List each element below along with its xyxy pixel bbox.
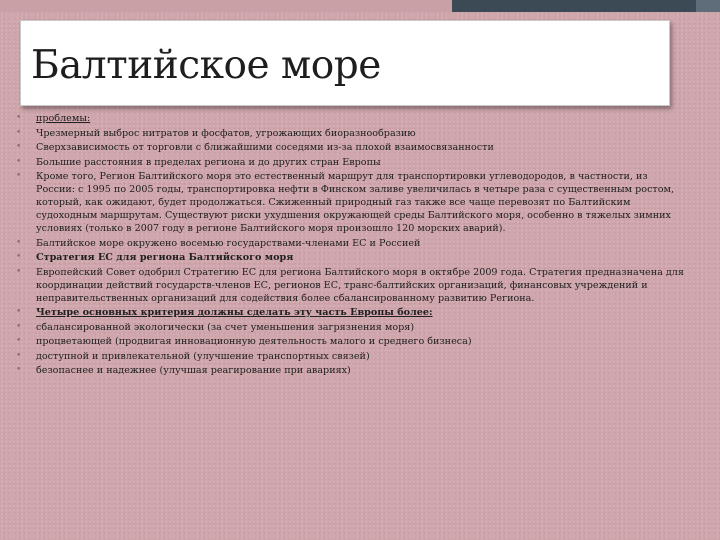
list-item-text: Стратегия ЕС для региона Балтийского моря [36, 252, 294, 263]
list-item-text: сбалансированной экологически (за счет уменьшения загрязнения моря) [36, 321, 415, 333]
list-item [16, 112, 688, 125]
list-item-text: Четыре основных критерия должны сделать эту часть Европы более: [36, 307, 433, 318]
list-item-text: процветающей (продвигая инновационную деятельность малого и среднего бизнеса) [36, 336, 472, 347]
list-item-text: доступной и привлекательной (улучшение транспортных связей) [36, 350, 370, 362]
bullet-icon: • [16, 365, 22, 375]
bullet-icon: • [16, 237, 22, 248]
bullet-icon: • [16, 307, 22, 317]
bullet-list [16, 112, 688, 379]
bullet-icon: • [16, 171, 22, 181]
list-item [16, 237, 688, 250]
bullet-icon: • [16, 252, 22, 262]
list-item-text: Европейский Совет одобрил Стратегию ЕС для региона Балтийского моря в октябре 2009 года. Стратегия предназначена для координации действий государств-членов ЕС, регионов ЕС, транс-балтийских организаций, финансовых учреждений и неправительственных организаций для содействия более сбалансированному развитию Региона. [36, 266, 684, 304]
list-item [16, 156, 688, 169]
bullet-icon: • [16, 156, 22, 167]
list-item-text: Чрезмерный выброс нитратов и фосфатов, угрожающих биоразнообразию [36, 127, 416, 139]
bullet-icon: • [16, 113, 22, 123]
list-item [16, 141, 688, 154]
list-item-text: Сверхзависимость от торговли с ближайшими соседями из-за плохой взаимосвязанности [36, 142, 494, 153]
list-item [16, 364, 688, 377]
bullet-icon: • [16, 336, 22, 346]
list-item [16, 127, 688, 140]
list-item [16, 321, 688, 334]
list-item [16, 266, 688, 305]
top-accent-light-segment [696, 0, 720, 12]
bullet-icon: • [16, 350, 22, 361]
list-item-text: безопаснее и надежнее (улучшая реагирование при авариях) [36, 365, 351, 376]
list-item-text: проблемы: [36, 113, 91, 124]
list-item [16, 251, 688, 264]
bullet-icon: • [16, 321, 22, 332]
top-accent-dark-segment [452, 0, 696, 12]
bullet-icon: • [16, 266, 22, 277]
list-item [16, 170, 688, 235]
top-accent-bar [0, 0, 720, 12]
bullet-icon: • [16, 127, 22, 138]
list-item-text: Большие расстояния в пределах региона и до других стран Европы [36, 156, 381, 168]
list-item-text: Балтийское море окружено восемью государствами-членами ЕС и Россией [36, 237, 421, 249]
list-item [16, 350, 688, 363]
slide-title: Балтийское море [31, 43, 381, 88]
list-item-text: Кроме того, Регион Балтийского моря это естественный маршрут для транспортировки углеводородов, в частности, из России: с 1995 по 2005 годы, транспортировка нефти в Финском заливе увеличилась в четыре раза с существенным ростом, который, как ожидают, будет продолжаться. Сжиженный природный газ также все чаще перевозят по Балтийским судоходным маршрутам. Существуют риски ухудшения окружающей среды Балтийского моря, особенно в тяжелых зимних условиях (только в 2007 году в регионе Балтийского моря произошло 120 морских аварий). [36, 171, 675, 234]
title-box [20, 20, 670, 106]
list-item [16, 335, 688, 348]
list-item [16, 306, 688, 319]
bullet-icon: • [16, 142, 22, 152]
